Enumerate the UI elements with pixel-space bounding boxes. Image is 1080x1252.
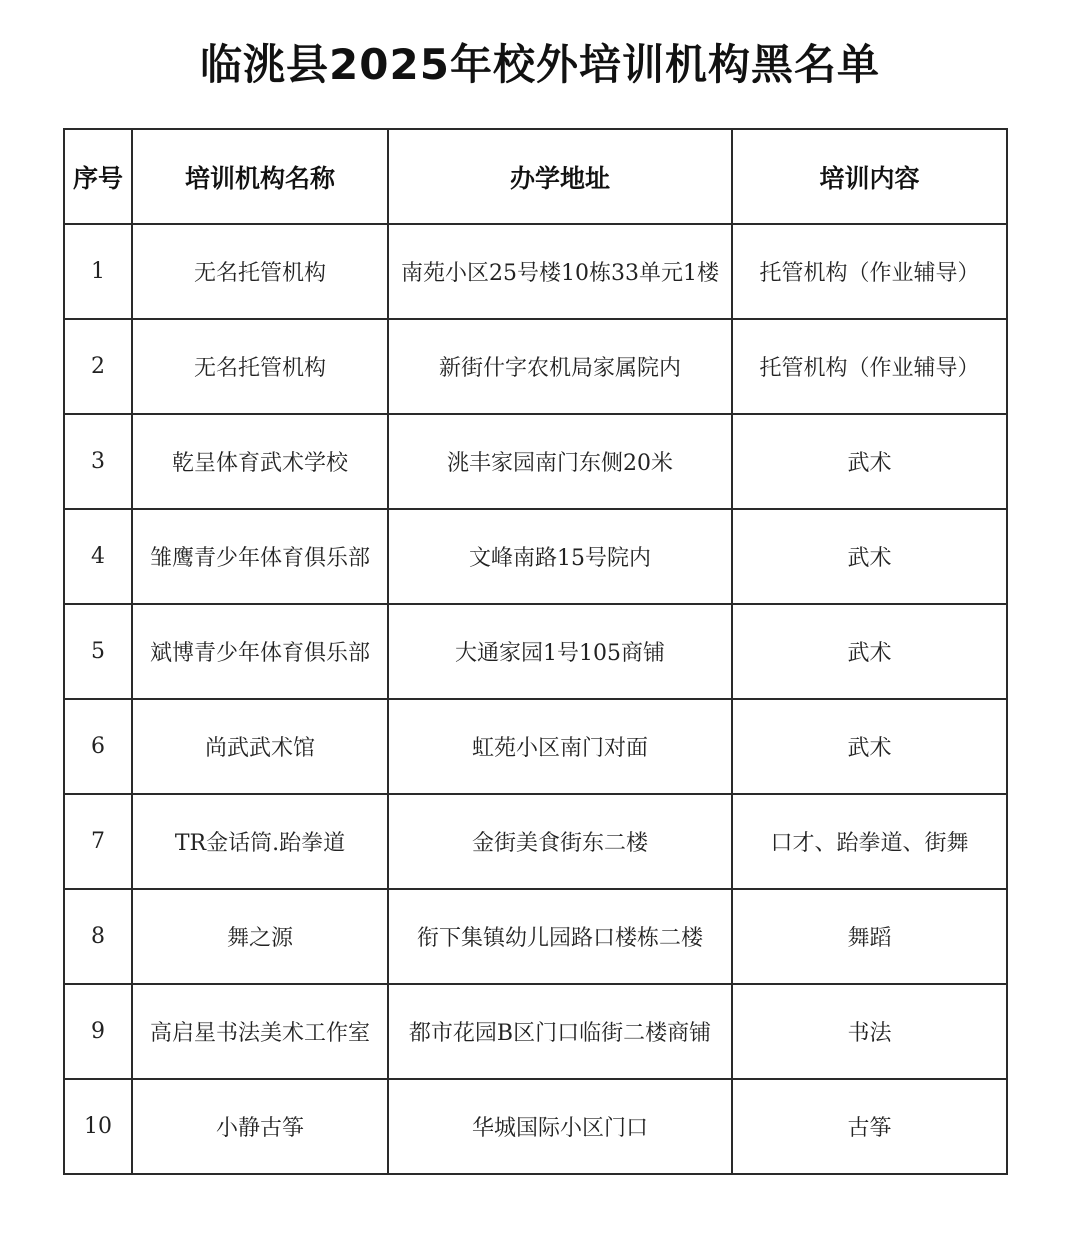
blacklist-table <box>63 128 1008 1175</box>
cell-content: 武术 <box>732 414 1007 509</box>
cell-content: 武术 <box>732 604 1007 699</box>
cell-no: 1 <box>64 224 132 319</box>
cell-no: 5 <box>64 604 132 699</box>
table-row <box>64 414 1007 509</box>
cell-no: 4 <box>64 509 132 604</box>
cell-name: 无名托管机构 <box>132 224 388 319</box>
header-no: 序号 <box>64 129 132 224</box>
cell-name: 舞之源 <box>132 889 388 984</box>
header-address: 办学地址 <box>388 129 732 224</box>
table-row <box>64 604 1007 699</box>
table-header-row <box>64 129 1007 224</box>
cell-address: 洮丰家园南门东侧20米 <box>388 414 732 509</box>
cell-name: 斌博青少年体育俱乐部 <box>132 604 388 699</box>
cell-no: 7 <box>64 794 132 889</box>
cell-address: 虹苑小区南门对面 <box>388 699 732 794</box>
cell-name: 雏鹰青少年体育俱乐部 <box>132 509 388 604</box>
cell-content: 书法 <box>732 984 1007 1079</box>
cell-no: 6 <box>64 699 132 794</box>
cell-no: 8 <box>64 889 132 984</box>
cell-address: 衔下集镇幼儿园路口楼栋二楼 <box>388 889 732 984</box>
cell-no: 2 <box>64 319 132 414</box>
table-row <box>64 224 1007 319</box>
table-row <box>64 319 1007 414</box>
cell-name: 乾呈体育武术学校 <box>132 414 388 509</box>
cell-content: 托管机构（作业辅导） <box>732 224 1007 319</box>
cell-content: 舞蹈 <box>732 889 1007 984</box>
cell-no: 3 <box>64 414 132 509</box>
cell-address: 大通家园1号105商铺 <box>388 604 732 699</box>
cell-name: TR金话筒.跆拳道 <box>132 794 388 889</box>
cell-address: 新街什字农机局家属院内 <box>388 319 732 414</box>
cell-content: 古筝 <box>732 1079 1007 1174</box>
header-content: 培训内容 <box>732 129 1007 224</box>
table-row <box>64 699 1007 794</box>
cell-content: 口才、跆拳道、街舞 <box>732 794 1007 889</box>
table-row <box>64 889 1007 984</box>
table-row <box>64 984 1007 1079</box>
cell-name: 尚武武术馆 <box>132 699 388 794</box>
header-name: 培训机构名称 <box>132 129 388 224</box>
cell-address: 南苑小区25号楼10栋33单元1楼 <box>388 224 732 319</box>
cell-address: 文峰南路15号院内 <box>388 509 732 604</box>
cell-address: 都市花园B区门口临街二楼商铺 <box>388 984 732 1079</box>
cell-name: 高启星书法美术工作室 <box>132 984 388 1079</box>
document-title: 临洮县2025年校外培训机构黑名单 <box>200 40 880 89</box>
cell-content: 武术 <box>732 699 1007 794</box>
cell-name: 无名托管机构 <box>132 319 388 414</box>
cell-name: 小静古筝 <box>132 1079 388 1174</box>
table-row <box>64 509 1007 604</box>
table-row <box>64 1079 1007 1174</box>
cell-address: 华城国际小区门口 <box>388 1079 732 1174</box>
cell-content: 托管机构（作业辅导） <box>732 319 1007 414</box>
table-row <box>64 794 1007 889</box>
cell-no: 10 <box>64 1079 132 1174</box>
cell-no: 9 <box>64 984 132 1079</box>
cell-address: 金街美食街东二楼 <box>388 794 732 889</box>
cell-content: 武术 <box>732 509 1007 604</box>
